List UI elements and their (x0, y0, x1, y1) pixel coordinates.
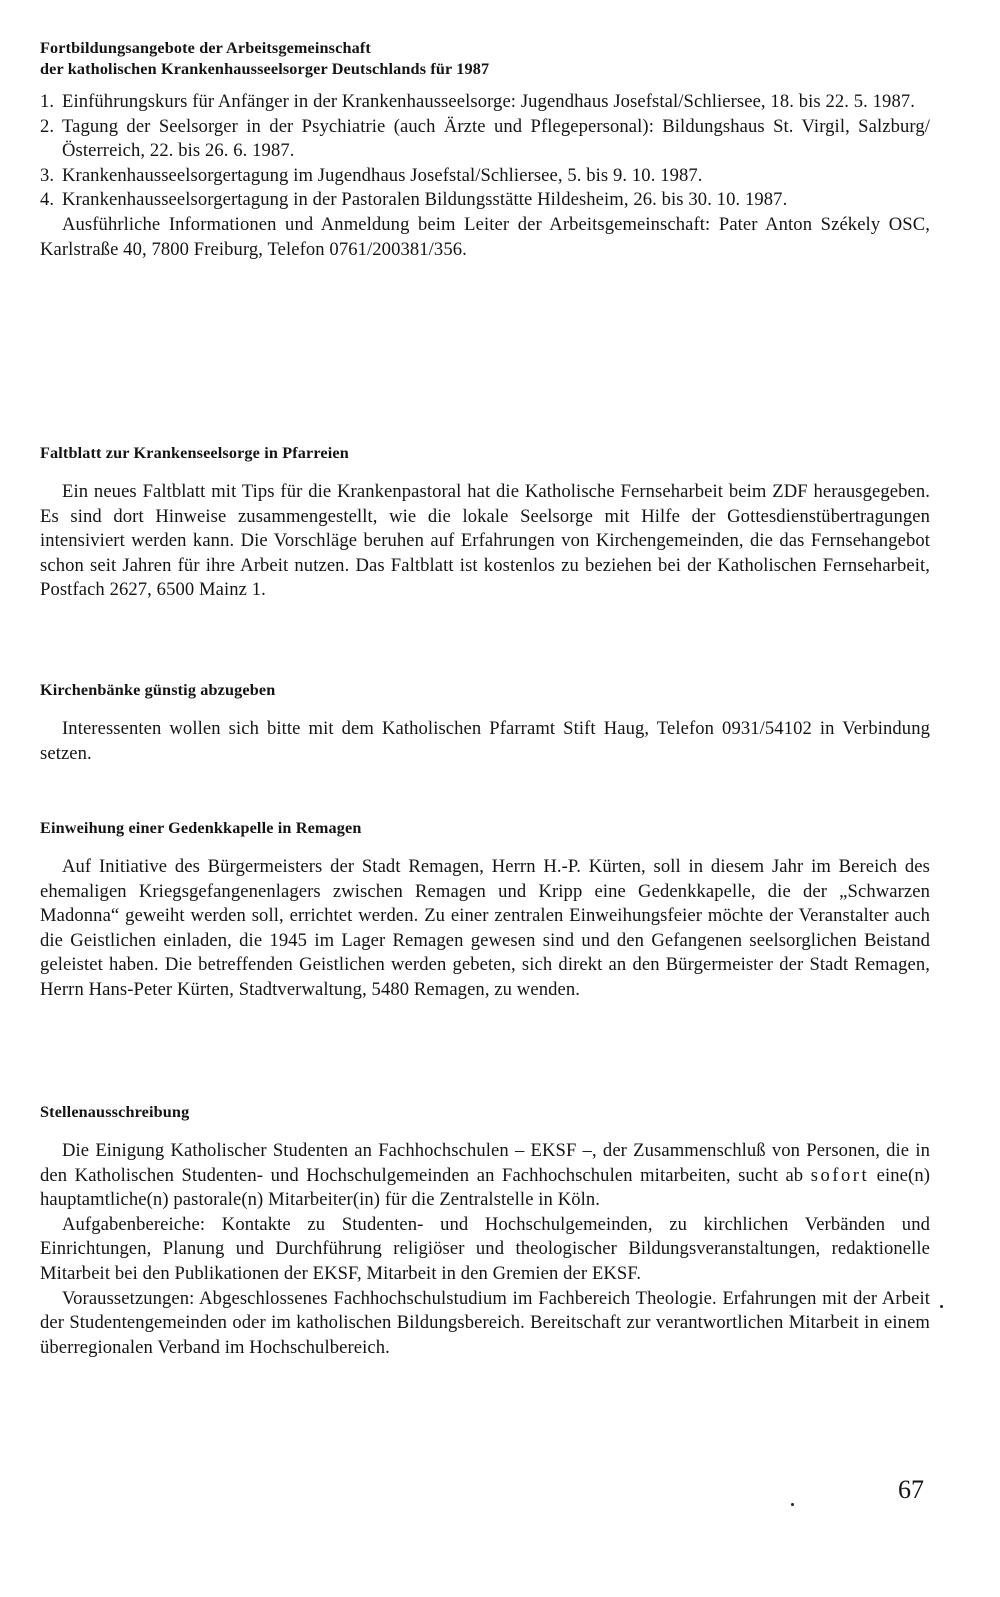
stellen-p1-after: eine(n) hauptamtliche(n) pastorale(n) Mitarbeiter(in) für die Zentralstelle in Köln. (40, 1164, 931, 1211)
section-gedenkkapelle (40, 818, 930, 1003)
scan-speck (940, 1305, 943, 1308)
section-body: Ein neues Faltblatt mit Tips für die Krankenpastoral hat die Katholische Fernseharbeit beim ZDF herausgegeben. Es sind dort Hinweise zusammengestellt, wie die lokale Seelsorge mit Hilfe der Gottesdienstübertragungen intensiviert werden kann. Die Vorschläge beruhen auf Erfahrungen von Kirchengemeinden, die das Fernsehangebot schon seit Jahren für ihre Arbeit nutzen. Das Faltblatt ist kostenlos zu beziehen bei der Katholischen Fernseharbeit, Postfach 2627, 6500 Mainz 1. (40, 481, 930, 601)
course-list (40, 90, 930, 213)
page-number: 67 (898, 1475, 924, 1504)
course-item (40, 115, 930, 164)
course-text: Krankenhausseelsorgertagung im Jugendhaus Josefstal/Schliersee, 5. bis 9. 10. 1987. (62, 164, 703, 186)
section-faltblatt (40, 443, 930, 603)
course-item (40, 188, 930, 213)
course-text: Krankenhausseelsorgertagung in der Pastoralen Bildungsstätte Hildesheim, 26. bis 30. 10. 1987. (62, 189, 788, 211)
course-number: 4. (40, 189, 55, 211)
stellen-paragraph-3: Voraussetzungen: Abgeschlossenes Fachhochschulstudium im Fachbereich Theologie. Erfahrungen mit der Arbeit der Studentengemeinden oder im katholischen Bildungsbereich. Bereitschaft zur verantwortlichen Mitarbeit in einem überregionalen Verband im Hochschulbereich. (40, 1287, 930, 1358)
courses-info: Ausführliche Informationen und Anmeldung beim Leiter der Arbeitsgemeinschaft: Pater Anton Székely OSC, Karlstraße 40, 7800 Freiburg, Telefon 0761/200381/356. (40, 213, 930, 260)
header-block (40, 38, 930, 80)
course-number: 1. (40, 91, 55, 112)
section-body: Auf Initiative des Bürgermeisters der Stadt Remagen, Herrn H.-P. Kürten, soll in diesem Jahr im Bereich des ehemaligen Kriegsgefangenenlagers zwischen Remagen und Kripp eine Gedenkkapelle, die der „Schwarzen Madonna“ geweiht werden soll, errichtet werden. Zu einer zentralen Einweihungsfeier möchte der Veranstalter auch die Geistlichen einladen, die 1945 im Lager Remagen gewesen sind und den Gefangenen seelsorglichen Beistand geleistet haben. Die betreffenden Geistlichen werden gebeten, sich direkt an den Bürgermeister der Stadt Remagen, Herrn Hans-Peter Kürten, Stadtverwaltung, 5480 Remagen, zu wenden. (40, 856, 930, 1000)
section-heading: Faltblatt zur Krankenseelsorge in Pfarreien (40, 444, 349, 462)
course-number: 2. (40, 115, 55, 137)
document-page (40, 38, 930, 262)
course-item (40, 90, 930, 115)
section-heading: Stellenausschreibung (40, 1103, 190, 1121)
stellen-p1-before: Die Einigung Katholischer Studenten an Fachhochschulen – EKSF –, der Zusammenschluß von Personen, die in den Katholischen Studenten- und Hochschulgemeinden an Fachhochschulen mitarbeiten, sucht ab (40, 1140, 930, 1186)
course-text: Einführungskurs für Anfänger in der Krankenhausseelsorge: Jugendhaus Josefstal/Schliersee, 18. bis 22. 5. 1987. (62, 91, 915, 112)
stellen-p1-spaced: sofort (810, 1164, 870, 1186)
header-title-line2: der katholischen Krankenhausseelsorger Deutschlands für 1987 (40, 60, 490, 78)
section-stellenausschreibung (40, 1102, 930, 1360)
course-text: Tagung der Seelsorger in der Psychiatrie (auch Ärzte und Pflegepersonal): Bildungshaus St. Virgil, Salzburg/Österreich, 22. bis 26. 6. 1987. (62, 115, 930, 162)
stellen-paragraph-2: Aufgabenbereiche: Kontakte zu Studenten- und Hochschulgemeinden, zu kirchlichen Verbänden und Einrichtungen, Planung und Durchführung religiöser und theologischer Bildungsveranstaltungen, redaktionelle Mitarbeit bei den Publikationen der EKSF, Mitarbeit in den Gremien der EKSF. (40, 1213, 930, 1284)
header-title-line1: Fortbildungsangebote der Arbeitsgemeinschaft (40, 39, 371, 57)
course-item (40, 164, 930, 189)
scan-speck (791, 1503, 794, 1506)
section-heading: Einweihung einer Gedenkkapelle in Remagen (40, 819, 362, 837)
section-body: Interessenten wollen sich bitte mit dem Katholischen Pfarramt Stift Haug, Telefon 0931/54102 in Verbindung setzen. (40, 718, 930, 764)
section-kirchenbaenke (40, 680, 930, 766)
section-heading: Kirchenbänke günstig abzugeben (40, 681, 276, 699)
stellen-paragraph-1 (40, 1139, 930, 1213)
course-number: 3. (40, 164, 55, 186)
